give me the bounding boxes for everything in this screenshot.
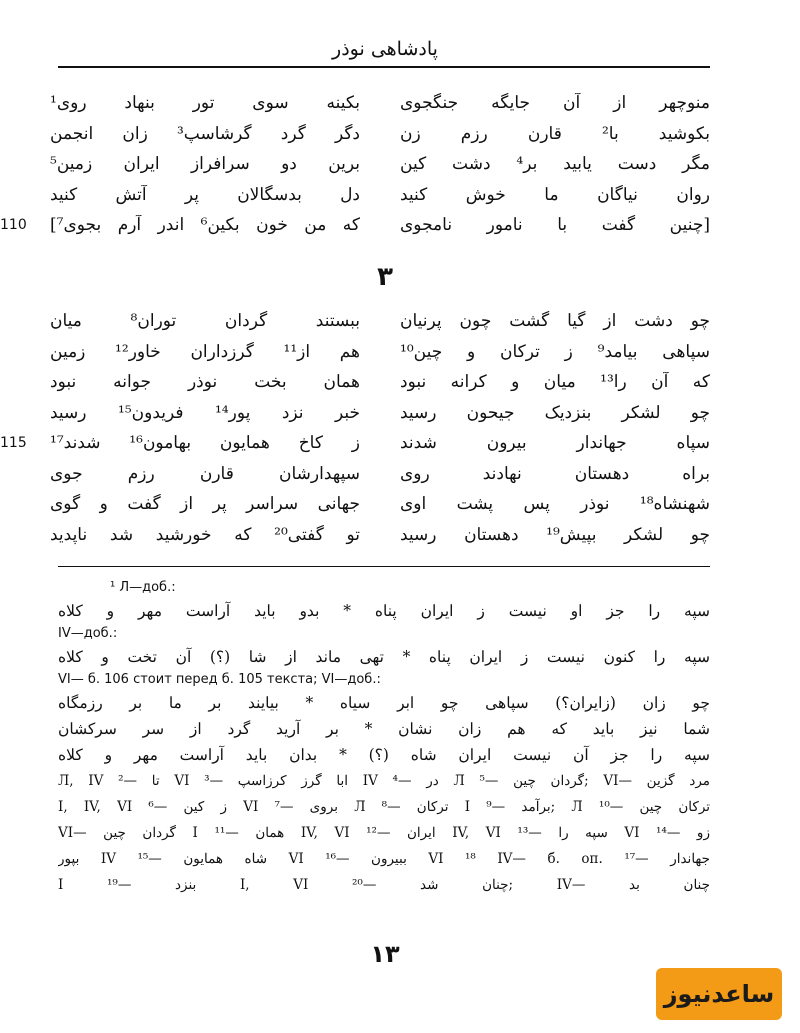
verse-number: 115 (0, 435, 27, 452)
hemistich-left: دگر گرد گرشاسپ³ زان انجمن (50, 123, 360, 144)
footnote-variants: زو —VI ¹⁴ سپه را —IV, VI ¹³ ایران —IV, VI ¹² همان —I ¹¹ گردان چین —VI (58, 825, 710, 841)
hemistich-left: همان بخت نوذر جوانه نبود (50, 372, 360, 393)
hemistich-left: برین دو سرافراز ایران زمین⁵ (50, 154, 360, 175)
verse-line (50, 367, 710, 398)
hemistich-right: روان نیاگان ما خوش کنید (400, 184, 710, 205)
verse-line (0, 428, 710, 459)
hemistich-left: دل بدسگالان پر آتش کنید (50, 184, 360, 205)
hemistich-left: که من خون بکین⁶ اندر آرم بجوی⁷] (50, 215, 360, 236)
footnote-variants: چنان بد —IV ;چنان شد —I, VI ²⁰ بنزد —I ¹⁹ (58, 877, 710, 893)
page-number: ۱۳ (370, 940, 400, 968)
hemistich-right: منوچهر از آن جایگه جنگجوی (400, 93, 710, 114)
verse-line (50, 88, 710, 119)
footnote-verse: سپه را کنون نیست ز ایران پناه * تهی ماند از شا (؟) آن تخت و کلاه (58, 648, 710, 666)
header-rule (58, 66, 710, 68)
page-header-title: پادشاهی نوذر (332, 38, 438, 60)
footnote-verse: سپه را جز او نیست ز ایران پناه * بدو باید آراست مهر و کلاه (58, 602, 710, 620)
footnote-verse: چو زان (زایران؟) سپاهی چو ابر سیاه * بیایند بر ما بر رزمگاه (58, 694, 710, 712)
verse-line (50, 119, 710, 150)
footnote-variants: ترکان چین —Л ¹⁰ ;برآمد —I ⁹ ترکان —Л ⁸ بروی —VI ⁷ ز کین —I, IV, VI ⁶ (58, 799, 710, 815)
footnote-rule (58, 566, 710, 567)
hemistich-right: چو لشکر بپیش¹⁹ دهستان رسید (400, 524, 710, 545)
verse-line (50, 180, 710, 211)
hemistich-right: براه دهستان نهادند روی (400, 463, 710, 484)
verse-line (50, 398, 710, 429)
verse-line (50, 337, 710, 368)
hemistich-left: ز کاخ همایون بهامون¹⁶ شدند¹⁷ (50, 433, 360, 454)
verse-number: 110 (0, 217, 27, 234)
footnote-verse: شما نیز باید که هم زان نشان * بر آرید گرد از سر سرکشان (58, 720, 710, 738)
hemistich-left: هم از¹¹ گرزداران خاور¹² زمین (50, 341, 360, 362)
watermark-logo: ساعدنیوز (656, 968, 782, 1020)
hemistich-right: بکوشید با² قارن رزم زن (400, 123, 710, 144)
verse-line (50, 149, 710, 180)
hemistich-left: بکینه سوی تور بنهاد روی¹ (50, 93, 360, 114)
footnote-label: VI— б. 106 стоит перед б. 105 текста; VI—доб.: (58, 672, 381, 687)
hemistich-right: چو لشکر بنزدیک جیحون رسید (400, 402, 710, 423)
hemistich-right: سپاهی بیامد⁹ ز ترکان و چین¹⁰ (400, 341, 710, 362)
hemistich-right: شهنشاه¹⁸ نوذر پس پشت اوی (400, 494, 710, 515)
verse-line (50, 520, 710, 551)
verse-block-bottom (0, 306, 710, 550)
hemistich-left: سپهدارشان قارن رزم جوی (50, 463, 360, 484)
hemistich-right: سپاه جهاندار بیرون شدند (400, 433, 710, 454)
section-number: ۳ (377, 262, 393, 292)
hemistich-left: خبر نزد پور¹⁴ فریدون¹⁵ رسید (50, 402, 360, 423)
verse-line (50, 306, 710, 337)
footnote-variants: مرد گزین —VI ;گردان چین —Л ⁵ در —IV ⁴ ابا گرز کرزاسپ —VI ³ تا —Л, IV ² (58, 773, 710, 789)
footnote-label: ¹ Л—доб.: (110, 580, 176, 595)
hemistich-right: که آن را¹³ میان و کرانه نبود (400, 372, 710, 393)
footnote-variants: جهاندار —VI ¹⁸ IV— б. оп. ¹⁷ ببیرون —VI ¹⁶ شاه همایون —IV ¹⁵ بپور (58, 851, 710, 867)
footnotes (58, 578, 710, 898)
hemistich-right: [چنین گفت با نامور نامجوی (400, 215, 710, 236)
hemistich-right: چو دشت از گیا گشت چون پرنیان (400, 311, 710, 332)
verse-line (50, 489, 710, 520)
hemistich-left: ببستند گردان توران⁸ میان (50, 311, 360, 332)
footnote-verse: سپه را جز آن نیست ایران شاه (؟) * بدان باید آراست مهر و کلاه (58, 746, 710, 764)
footnote-label: IV—доб.: (58, 626, 118, 641)
hemistich-left: تو گفتی²⁰ که خورشید شد ناپدید (50, 524, 360, 545)
hemistich-left: جهانی سراسر پر از گفت و گوی (50, 494, 360, 515)
verse-line (50, 459, 710, 490)
verse-block-top (0, 88, 710, 241)
verse-line (0, 210, 710, 241)
hemistich-right: مگر دست یابید بر⁴ دشت کین (400, 154, 710, 175)
